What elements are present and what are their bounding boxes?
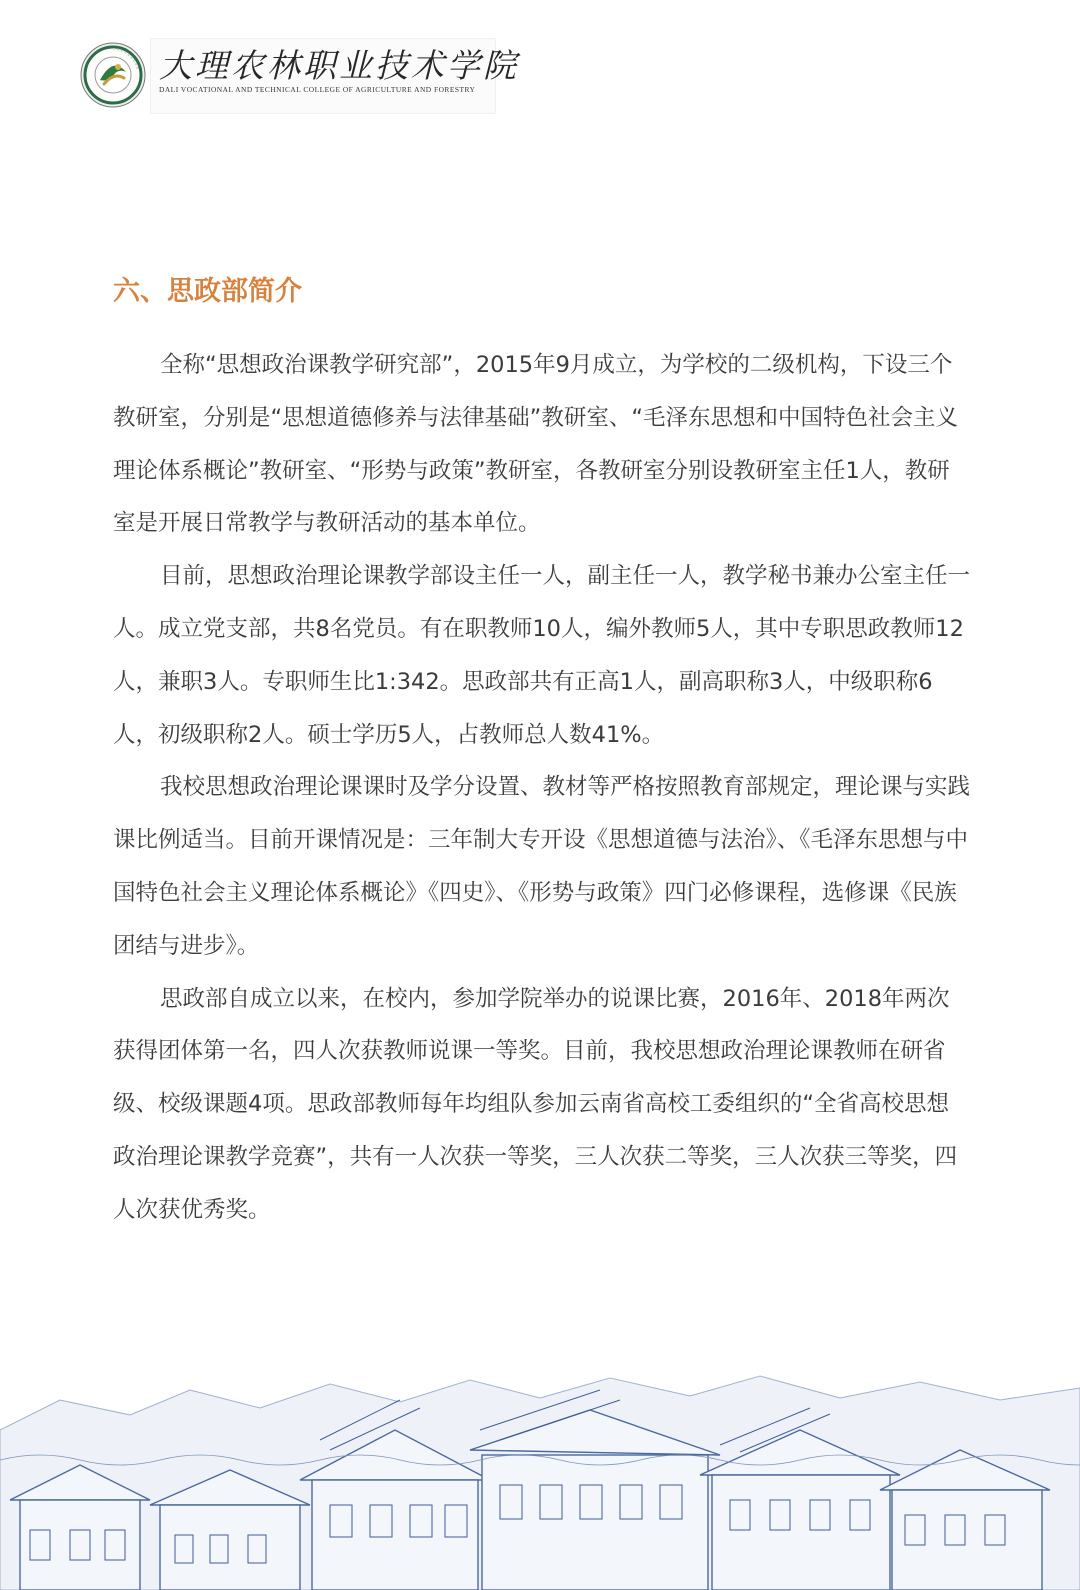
section-title: 六、思政部简介: [113, 276, 302, 307]
paragraph-awards: 思政部自成立以来，在校内，参加学院举办的说课比赛，2016年、2018年两次获得团体第一名，四人次获教师说课一等奖。目前，我校思想政治理论课教师在研省级、校级课题4项。思政部教师每年均组队参加云南省高校工委组织的“全省高校思想政治理论课教学竞赛”，共有一人次获一等奖，三人次获二等奖，三人次获三等奖，四人次获优秀奖。: [113, 985, 958, 1223]
college-header: [80, 38, 519, 112]
paragraph-staff: 目前，思想政治理论课教学部设主任一人，副主任一人，教学秘书兼办公室主任一人。成立党支部，共8名党员。有在职教师10人，编外教师5人，其中专职思政教师12人，兼职3人。专职师生比1:342。思政部共有正高1人，副高职称3人，中级职称6人，初级职称2人。硕士学历5人，占教师总人数41%。: [113, 563, 971, 748]
section-body: [113, 339, 971, 1237]
college-name-cn: 大理农林职业技术学院: [159, 46, 519, 85]
college-name-en: DALI VOCATIONAL AND TECHNICAL COLLEGE OF AGRICULTURE AND FORESTRY: [159, 85, 476, 94]
paragraph-intro: 全称“思想政治课教学研究部”，2015年9月成立，为学校的二级机构，下设三个教研室，分别是“思想道德修养与法律基础”教研室、“毛泽东思想和中国特色社会主义理论体系概论”教研室、“形势与政策”教研室，各教研室分别设教研室主任1人，教研室是开展日常教学与教研活动的基本单位。: [113, 352, 958, 537]
town-sketch-illustration: [0, 1280, 1080, 1590]
college-name-plate: [150, 38, 519, 114]
paragraph-courses: 我校思想政治理论课课时及学分设置、教材等严格按照教育部规定，理论课与实践课比例适当。目前开课情况是：三年制大专开设《思想道德与法治》、《毛泽东思想与中国特色社会主义理论体系概论》《四史》、《形势与政策》四门必修课程，选修课《民族团结与进步》。: [113, 774, 971, 959]
college-emblem-icon: [80, 42, 146, 108]
